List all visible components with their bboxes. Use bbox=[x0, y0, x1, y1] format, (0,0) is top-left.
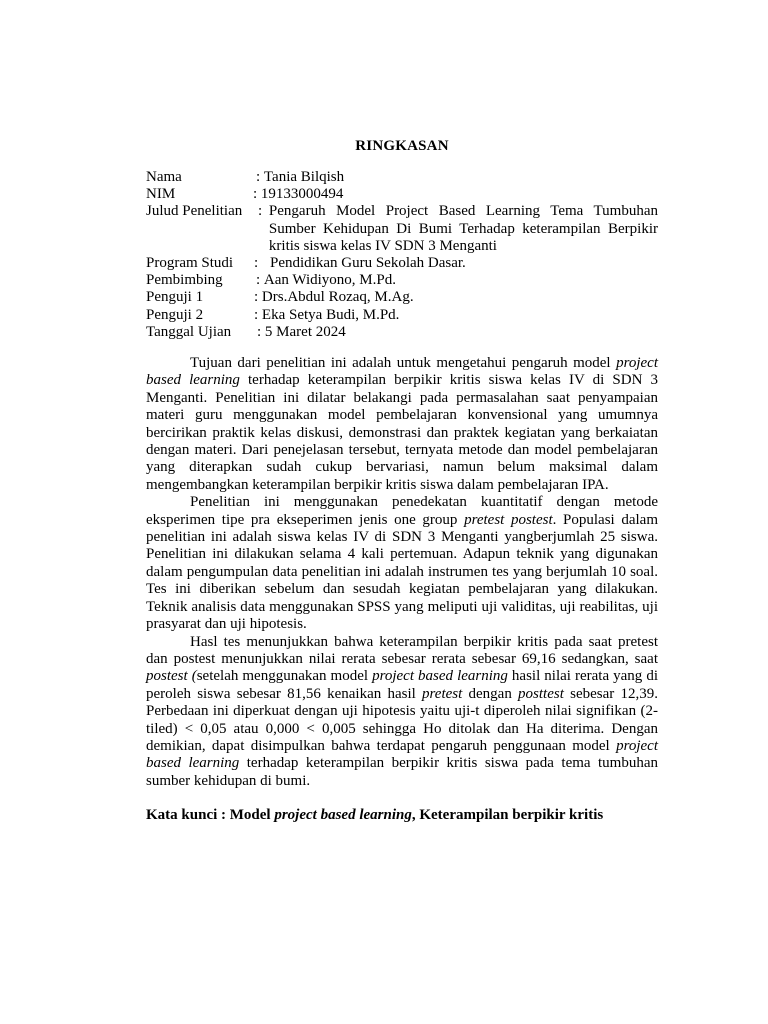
nim-value: 19133000494 bbox=[260, 186, 344, 203]
keywords-label: Kata kunci : Model bbox=[146, 807, 275, 823]
p3-text-2: setelah menggunakan model bbox=[196, 668, 373, 685]
p3-italic-1: postest ( bbox=[146, 668, 197, 685]
pembimbing-value: Aan Widiyono, M.Pd. bbox=[263, 272, 396, 289]
pembimbing-label: Pembimbing bbox=[146, 272, 223, 289]
p3-text-3: hasil nilai rerata yang di peroleh siswa sebesar 81,56 kenaikan hasil bbox=[146, 668, 659, 702]
penguji1-separator: : bbox=[254, 289, 262, 306]
p3-italic-5: project based learning bbox=[146, 737, 658, 772]
metadata-block bbox=[146, 169, 658, 341]
prodi-label: Program Studi bbox=[146, 255, 234, 272]
keywords-rest: , Keterampilan berpikir kritis bbox=[411, 807, 604, 823]
penguji1-label: Penguji 1 bbox=[146, 289, 204, 306]
meta-row-nim bbox=[146, 186, 658, 203]
penguji2-value: Eka Setya Budi, M.Pd. bbox=[261, 306, 400, 323]
meta-row-penguji2 bbox=[146, 307, 658, 324]
p3-italic-4: posttest bbox=[518, 685, 564, 702]
abstract-paragraph-1 bbox=[146, 355, 658, 494]
p3-italic-3: pretest bbox=[422, 685, 463, 702]
judul-label: Julud Penelitian bbox=[146, 203, 243, 220]
meta-row-nama bbox=[146, 169, 658, 186]
p3-italic-2: project based learning bbox=[372, 668, 508, 685]
p1-italic-1: project based learning bbox=[146, 355, 658, 389]
pembimbing-separator: : bbox=[256, 272, 264, 289]
abstract-paragraph-3 bbox=[146, 634, 658, 791]
meta-row-tanggal bbox=[146, 324, 658, 341]
p3-text-1: Hasl tes menunjukkan bahwa keterampilan berpikir kritis pada saat pretest dan postest menunjukkan nilai rerata sebesar rerata sebesar 69,16 sedangkan, saat bbox=[146, 633, 658, 667]
nama-label: Nama bbox=[146, 169, 182, 185]
p1-text-1: Tujuan dari penelitian ini adalah untuk mengetahui pengaruh model bbox=[190, 355, 617, 371]
tanggal-separator: : bbox=[257, 323, 265, 340]
meta-row-judul bbox=[146, 203, 658, 255]
p3-text-4: dengan bbox=[462, 685, 519, 702]
p2-text-1: Penelitian ini menggunakan penedekatan kuantitatif dengan metode eksperimen tipe pra ekseperimen jenis one group bbox=[146, 494, 658, 528]
meta-row-penguji1 bbox=[146, 289, 658, 306]
p2-text-2: . Populasi dalam penelitian ini adalah siswa kelas IV di SDN 3 Menganti yangberjumlah 25 siswa. Penelitian ini dilakukan selama 4 kali pertemuan. Adapun teknik yang digunakan dalam pengumpulan data penelitian ini adalah instrumen tes yang berjumlah 10 soal. Tes ini diberikan sebelum dan sesudah kegiatan pembelajaran yang dilakukan. Teknik analisis data menggunakan SPSS yang meliputi uji validitas, uji reabilitas, uji prasyarat dan uji hipotesis. bbox=[146, 511, 658, 633]
p3-text-6: terhadap keterampilan berpikir kritis siswa pada tema tumbuhan sumber kehidupan di bumi. bbox=[146, 755, 659, 789]
abstract-paragraph-2 bbox=[146, 494, 658, 633]
abstract-body bbox=[146, 355, 658, 790]
p1-text-2: terhadap keterampilan berpikir kritis siswa kelas IV di SDN 3 Menganti. Penelitian ini dilatar belakangi pada permasalahan saat penyampaian materi guru menggunakan model pembelajaran konvensional yang umumnya bercirikan praktik kelas diskusi, demonstrasi dan praktek kegiatan yang berkaiatan dengan materi. Dari penejelasan tersebut, ternyata metode dan model pembelajaran yang diterapkan sudah cukup bervariasi, namun belum maksimal dalam mengembangkan keterampilan berpikir kritis siswa dalam pembelajaran IPA. bbox=[146, 372, 658, 493]
nim-label: NIM bbox=[146, 186, 176, 203]
penguji1-value: Drs.Abdul Rozaq, M.Ag. bbox=[261, 289, 414, 306]
penguji2-label: Penguji 2 bbox=[146, 306, 204, 323]
p3-text-5: sebesar 12,39. Perbedaan ini diperkuat dengan uji hipotesis yaitu uji-t diperoleh nilai signifikan (2-tiled) < 0,05 atau 0,000 < 0,005 sehingga Ho ditolak dan Ha diterima. Dengan demikian, dapat disimpulkan bahwa terdapat pengaruh penggunaan model bbox=[146, 685, 658, 754]
prodi-value: Pendidikan Guru Sekolah Dasar. bbox=[270, 255, 466, 272]
nama-value: Tania Bilqish bbox=[263, 169, 345, 185]
meta-row-pembimbing bbox=[146, 272, 658, 289]
meta-row-prodi bbox=[146, 255, 658, 272]
penguji2-separator: : bbox=[254, 306, 262, 323]
tanggal-value: 5 Maret 2024 bbox=[264, 323, 346, 340]
nama-separator: : bbox=[256, 169, 264, 185]
prodi-separator: : bbox=[254, 255, 259, 272]
judul-separator: : bbox=[258, 203, 266, 220]
tanggal-label: Tanggal Ujian bbox=[146, 323, 232, 340]
keywords-line bbox=[146, 807, 658, 824]
judul-value: Pengaruh Model Project Based Learning Tema Tumbuhan Sumber Kehidupan Di Bumi Terhadap keterampilan Berpikir kritis siswa kelas IV SDN 3 Menganti bbox=[268, 203, 658, 254]
keywords-italic: project based learning bbox=[274, 807, 412, 823]
page-title: RINGKASAN bbox=[355, 138, 449, 154]
p2-italic-1: pretest postest bbox=[464, 511, 553, 528]
nim-separator: : bbox=[253, 186, 261, 203]
